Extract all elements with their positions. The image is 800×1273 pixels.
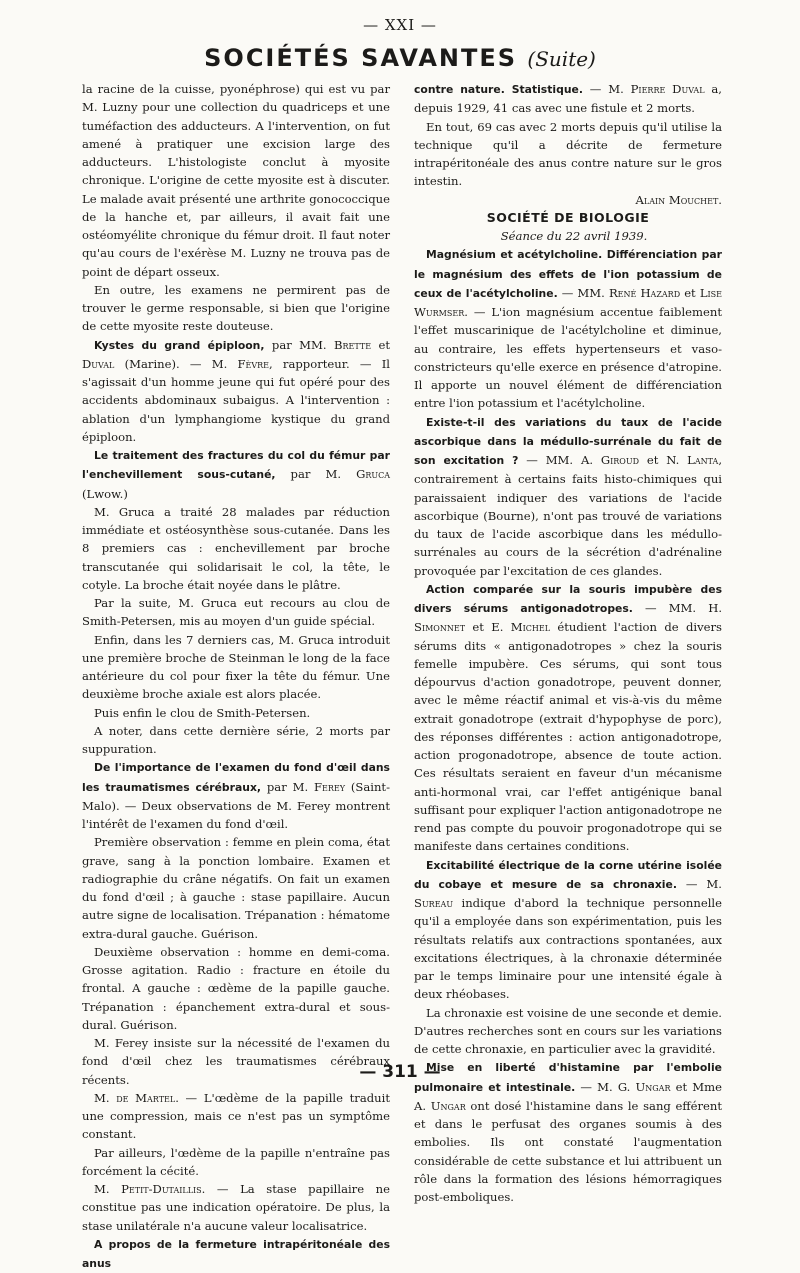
paragraph: Kystes du grand épiploon, par MM. Brette et Duval (Marine). — M. Fèvre, rapporteur. — Il s'agissait d'un homme jeune qui fut opéré pour des accidents abdominaux subaigus. A l'intervention : ablation d'un lymphangiome kystique du grand épiploon. [82,337,390,444]
author-name: Giroud [600,453,640,467]
right-column [414,80,722,1206]
paragraph: Excitabilité électrique de la corne utérine isolée du cobaye et mesure de sa chronaxie. — M. Sureau indique d'abord la technique personnelle qu'il a employée dans son expérimentation, puis les résultats relatifs aux contractions spontanées, aux excitations électriques, à la chronaxie déterminée par le temps liminaire pour une intensité égale à deux rhéobases. [414,858,722,1002]
paragraph: contre nature. Statistique. — M. Pierre Duval a, depuis 1929, 41 cas avec une fistule et 2 morts. [414,82,722,116]
author-name: Gruca [356,467,390,482]
article-heading: De l'importance de l'examen du fond d'œil dans les traumatismes cérébraux, [82,761,390,794]
paragraph: la racine de la cuisse, pyonéphrose) qui est vu par M. Luzny pour une collection du quadriceps et une tuméfaction des adducteurs. A l'intervention, on fut amené à pratiquer une excision large des adducteurs. L'histologiste conclut à myosite chronique. L'origine de cette myosite est à discuter. Le malade avait présenté une arthrite gonococcique de la hanche et, par ailleurs, il avait fait une ostéomyélite chronique du fémur droit. Il faut noter qu'au cours de l'exérèse M. Luzny ne trouva pas de point de départ osseux. [82,82,390,279]
paragraph: Existe-t-il des variations du taux de l'acide ascorbique dans la médullo-surrénale du fait de son excitation ? — MM. A. Giroud et N. Lanta, contrairement à certains faits histo-chimiques qui paraissaient indiquer des variations de l'acide ascorbique (Bourne), n'ont pas trouvé de variations du taux de l'acide ascorbique dans les médullo-surrénales au cours de la sécrétion d'adrénaline provoquée par l'excitation de ces glandes. [414,415,722,578]
section-title: SOCIÉTÉ DE BIOLOGIE [486,209,650,225]
author-name: Ungar [635,1079,671,1094]
author-name: René Hazard [608,285,681,300]
article-heading: Magnésium et acétylcholine. Différenciation par le magnésium des effets de l'ion potassium de ceux de l'acétylcholine. [414,248,722,300]
paragraph: Magnésium et acétylcholine. Différenciation par le magnésium des effets de l'ion potassium de ceux de l'acétylcholine. — MM. René Hazard et Lise Wurmser. — L'ion magnésium accentue faiblement l'effet muscarinique de l'acétylcholine et diminue, au contraire, les effets hypertenseurs et vaso-constricteurs qu'elle exerce en présence d'atropine. Il apporte un nouvel élément de différenciation entre l'ion potassium et l'acétylcholine. [414,248,722,411]
running-title-suffix: (Suite) [527,47,596,71]
paragraph: Le traitement des fractures du col du fémur par l'enchevillement sous-cutané, par M. Gruca (Lwow.) [82,449,390,501]
paragraph: Par ailleurs, l'œdème de la papille n'entraîne pas forcément la cécité. [82,1145,390,1178]
article-heading: Existe-t-il des variations du taux de l'acide ascorbique dans la médullo-surrénale du fait de son excitation ? [414,415,722,467]
page-number-roman: — XXI — [363,16,437,34]
article-heading: Mise en liberté d'histamine par l'embolie pulmonaire et intestinale. [414,1061,722,1094]
paragraph: Puis enfin le clou de Smith-Petersen. [94,705,311,720]
article-heading: contre nature. Statistique. [414,83,583,96]
paragraph: M. Gruca a traité 28 malades par réduction immédiate et ostéosynthèse sous-cutanée. Dans les 8 premiers cas : enchevillement par broche transcutanée qui solidarisait le col, la tête, le cotyle. La broche était noyée dans le plâtre. [82,504,390,592]
author-name: Pierre Duval [630,82,705,96]
paragraph: De l'importance de l'examen du fond d'œil dans les traumatismes cérébraux, par M. Ferey (Saint-Malo). — Deux observations de M. Ferey montrent l'intérêt de l'examen du fond d'œil. [82,761,390,831]
paragraph: M. Ferey insiste sur la nécessité de l'examen du fond d'œil chez les traumatismes cérébraux récents. [82,1036,390,1087]
paragraph: Action comparée sur la souris impubère des divers sérums antigonadotropes. — MM. H. Simonnet et E. Michel étudient l'action de divers sérums dits « antigonadotropes » chez la souris femelle impubère. Ces sérums, qui sont tous dépourvus d'action gonadotrope, peuvent donner, avec le même réactif animal et vis-à-vis du même extrait gonadotrope (extrait d'hypophyse de porc), des réponses différentes : action antigonadotrope, action progonadotrope, absence de toute action. Ces résultats seraient en faveur d'un mécanisme anti-hormonal vrai, car l'effet antigénique banal suffisant pour expliquer l'action antigonadotrope ne rend pas compte du pouvoir progonadotrope qui se manifeste dans certaines conditions. [414,582,723,854]
left-column [82,80,390,1273]
paragraph [82,1235,390,1273]
paragraph: La chronaxie est voisine de une seconde et demie. D'autres recherches sont en cours sur les variations de cette chronaxie, en particulier avec la gravidité. [414,1005,722,1056]
author-name: Brette [334,337,372,352]
paragraph: M. Petit-Dutaillis. — La stase papillaire ne constitue pas une indication opératoire. De plus, la stase unilatérale n'a aucune valeur localisatrice. [82,1182,390,1233]
author-name: Michel [510,620,551,635]
author-name: M. Petit-Dutaillis [94,1182,202,1196]
author-name: Simonnet [414,620,466,635]
author-name: Ungar [430,1098,466,1113]
author-name: Ferey [313,779,346,794]
session-date: Séance du 22 avril 1939. [500,229,648,243]
signature: Alain Mouchet. [635,192,722,207]
running-title-text: SOCIÉTÉS SAVANTES [204,44,518,72]
author-name: Lanta [687,453,719,467]
page-number: — 311 — [359,1062,441,1082]
paragraph: Par la suite, M. Gruca eut recours au clou de Smith-Petersen, mis au moyen d'un guide spécial. [82,596,390,629]
running-title [0,44,800,72]
author-name: Fèvre [237,356,270,371]
article-heading: Excitabilité électrique de la corne utérine isolée du cobaye et mesure de sa chronaxie. [414,858,722,891]
article-heading: A propos de la fermeture intrapéritonéale des anus [82,1237,390,1270]
paragraph: Deuxième observation : homme en demi-coma. Grosse agitation. Radio : fracture en étoile du frontal. A gauche : œdème de la papille gauche. Trépanation : épanchement extra-dural et sous-dural. Guérison. [82,944,390,1032]
paragraph: Enfin, dans les 7 derniers cas, M. Gruca introduit une première broche de Steinman le long de la face antérieure du col pour fixer la tête du fémur. Une deuxième broche axiale est alors placée. [82,632,390,702]
author-name: Sureau [414,896,454,910]
article-heading: Action comparée sur la souris impubère des divers sérums antigonadotropes. [414,582,722,615]
paragraph: Mise en liberté d'histamine par l'embolie pulmonaire et intestinale. — M. G. Ungar et Mme A. Ungar ont dosé l'histamine dans le sang efférent et dans le perfusat des organes soumis à des embolies. Ils ont constaté l'augmentation considérable de cette substance et lui attribuent un rôle dans la formation des lésions hémorragiques post-emboliques. [414,1061,722,1204]
paragraph: En outre, les examens ne permirent pas de trouver le germe responsable, si bien que l'origine de cette myosite reste douteuse. [82,282,390,334]
article-heading: Le traitement des fractures du col du fémur par l'enchevillement sous-cutané, [82,449,390,482]
paragraph: M. de Martel. — L'œdème de la papille traduit une compression, mais ce n'est pas un symptôme constant. [82,1090,391,1142]
author-name: Lise Wurmser [414,285,722,319]
article-heading: Kystes du grand épiploon, [94,338,265,352]
paragraph: En tout, 69 cas avec 2 morts depuis qu'il utilise la technique qu'il a décrite de fermeture intrapéritonéale des anus contre nature sur le gros intestin. [414,119,722,189]
author-name: M. de Martel [94,1090,176,1105]
author-name: Duval [82,356,115,371]
paragraph: Première observation : femme en plein coma, état grave, sang à la ponction lombaire. Examen et radiographie du crâne négatifs. On fait un examen du fond d'œil ; à gauche : stase papillaire. Aucun autre signe de localisation. Trépanation : hématome extra-dural gauche. Guérison. [82,835,390,941]
paragraph: A noter, dans cette dernière série, 2 morts par suppuration. [82,723,390,756]
